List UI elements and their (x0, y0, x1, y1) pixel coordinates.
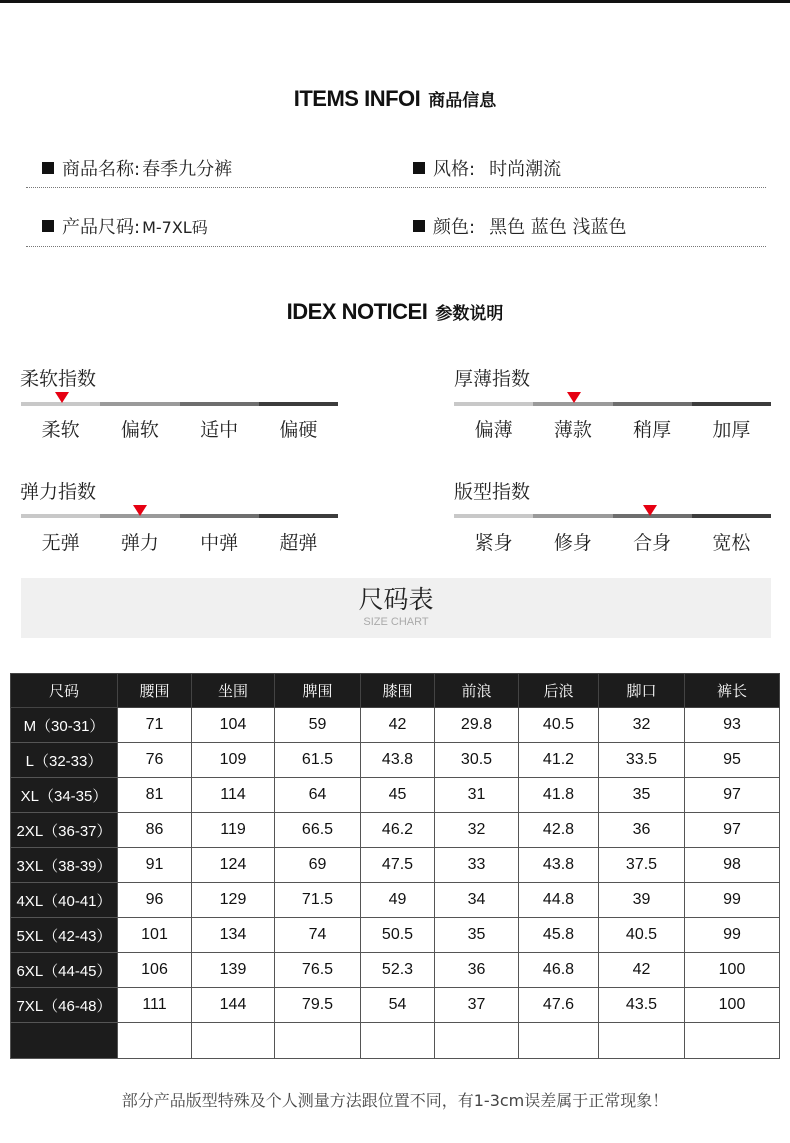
table-cell: 64 (275, 778, 361, 813)
table-cell: 139 (192, 953, 275, 988)
table-cell: 79.5 (275, 988, 361, 1023)
table-row (11, 848, 780, 883)
size-table (10, 673, 780, 1059)
size-chart-title: 尺码表 (358, 585, 434, 614)
table-header-cell: 坐围 (192, 674, 275, 708)
table-cell: 54 (361, 988, 435, 1023)
thickness-index-title: 厚薄指数 (454, 368, 531, 390)
table-cell: 86 (118, 813, 192, 848)
table-cell: 47.6 (519, 988, 599, 1023)
items-info-heading (0, 86, 790, 112)
table-cell: 91 (118, 848, 192, 883)
table-cell: 93 (685, 708, 780, 743)
product-name-value: 春季九分裤 (142, 159, 233, 180)
elasticity-index-title: 弹力指数 (20, 481, 97, 503)
table-row (11, 743, 780, 778)
table-cell: 52.3 (361, 953, 435, 988)
elasticity-level-4: 超弹 (279, 532, 318, 554)
size-label-cell: 3XL（38-39） (11, 848, 118, 883)
table-row-empty (11, 1023, 780, 1059)
table-header-cell: 脾围 (275, 674, 361, 708)
table-cell: 31 (435, 778, 519, 813)
table-cell: 144 (192, 988, 275, 1023)
fit-index-title: 版型指数 (454, 481, 531, 503)
table-cell: 39 (599, 883, 685, 918)
elasticity-level-3: 中弹 (200, 532, 239, 554)
thickness-level-1: 偏薄 (474, 419, 513, 441)
table-cell: 98 (685, 848, 780, 883)
table-cell: 99 (685, 918, 780, 953)
table-header-cell: 腰围 (118, 674, 192, 708)
size-chart-subtitle: SIZE CHART (363, 616, 429, 628)
style-label: 风格: (433, 159, 476, 180)
table-cell: 42 (361, 708, 435, 743)
table-header-cell: 尺码 (11, 674, 118, 708)
fit-index-bar (454, 514, 771, 518)
table-cell: 36 (599, 813, 685, 848)
table-cell (118, 1023, 192, 1059)
elasticity-index-labels (21, 528, 338, 555)
table-cell: 35 (599, 778, 685, 813)
thickness-marker-icon (567, 392, 581, 403)
table-cell: 109 (192, 743, 275, 778)
size-label-cell: 4XL（40-41） (11, 883, 118, 918)
table-cell: 95 (685, 743, 780, 778)
table-cell: 30.5 (435, 743, 519, 778)
table-cell: 46.8 (519, 953, 599, 988)
info-product-name (42, 158, 232, 182)
thickness-index-bar (454, 402, 771, 406)
table-cell (519, 1023, 599, 1059)
bullet-square-icon (42, 162, 54, 174)
table-row (11, 813, 780, 848)
table-cell: 45 (361, 778, 435, 813)
table-cell: 50.5 (361, 918, 435, 953)
table-header-cell: 膝围 (361, 674, 435, 708)
table-cell (192, 1023, 275, 1059)
dotted-divider (26, 246, 766, 247)
softness-index-labels (21, 415, 338, 442)
softness-level-1: 柔软 (41, 419, 80, 441)
table-cell: 96 (118, 883, 192, 918)
table-cell (361, 1023, 435, 1059)
table-row (11, 708, 780, 743)
fit-index-labels (454, 528, 771, 555)
size-label-cell (11, 1023, 118, 1059)
table-cell: 32 (599, 708, 685, 743)
table-row (11, 988, 780, 1023)
table-row (11, 953, 780, 988)
table-cell: 61.5 (275, 743, 361, 778)
table-cell: 40.5 (519, 708, 599, 743)
dotted-divider (26, 187, 766, 188)
table-cell: 100 (685, 988, 780, 1023)
table-cell: 104 (192, 708, 275, 743)
table-header-cell: 前浪 (435, 674, 519, 708)
index-notice-heading-zh: 参数说明 (435, 304, 504, 324)
thickness-level-4: 加厚 (712, 419, 751, 441)
thickness-level-3: 稍厚 (633, 419, 672, 441)
table-cell (685, 1023, 780, 1059)
table-cell: 99 (685, 883, 780, 918)
size-label-cell: 6XL（44-45） (11, 953, 118, 988)
top-divider (0, 0, 790, 3)
fit-marker-icon (643, 505, 657, 516)
footer-note: 部分产品版型特殊及个人测量方法跟位置不同，有1-3cm误差属于正常现象！ (121, 1091, 669, 1110)
table-cell: 71.5 (275, 883, 361, 918)
elasticity-level-2: 弹力 (120, 532, 159, 554)
items-info-heading-zh: 商品信息 (428, 91, 497, 111)
table-cell: 76 (118, 743, 192, 778)
table-cell: 81 (118, 778, 192, 813)
table-cell: 69 (275, 848, 361, 883)
table-cell: 114 (192, 778, 275, 813)
bullet-square-icon (42, 220, 54, 232)
thickness-index-labels (454, 415, 771, 442)
table-cell: 34 (435, 883, 519, 918)
size-label-cell: 5XL（42-43） (11, 918, 118, 953)
items-info-heading-en: ITEMS INFOI (293, 86, 421, 111)
table-cell: 41.8 (519, 778, 599, 813)
size-value: M-7XL码 (142, 218, 208, 237)
size-table-body (11, 708, 780, 1059)
table-cell: 43.8 (519, 848, 599, 883)
table-cell: 32 (435, 813, 519, 848)
table-cell: 29.8 (435, 708, 519, 743)
table-cell: 71 (118, 708, 192, 743)
table-cell: 119 (192, 813, 275, 848)
table-cell: 43.5 (599, 988, 685, 1023)
table-cell (599, 1023, 685, 1059)
table-cell: 42 (599, 953, 685, 988)
table-cell: 43.8 (361, 743, 435, 778)
index-notice-heading (0, 299, 790, 325)
table-cell: 35 (435, 918, 519, 953)
product-name-label: 商品名称: (62, 159, 141, 180)
color-value: 黑色 蓝色 浅蓝色 (489, 217, 627, 238)
size-label-cell: 7XL（46-48） (11, 988, 118, 1023)
fit-level-3: 合身 (633, 532, 672, 554)
size-label: 产品尺码: (62, 217, 141, 238)
table-cell: 42.8 (519, 813, 599, 848)
table-cell: 100 (685, 953, 780, 988)
elasticity-marker-icon (133, 505, 147, 516)
table-cell: 41.2 (519, 743, 599, 778)
table-cell (275, 1023, 361, 1059)
table-cell: 33 (435, 848, 519, 883)
table-cell: 134 (192, 918, 275, 953)
table-cell: 76.5 (275, 953, 361, 988)
table-cell: 44.8 (519, 883, 599, 918)
table-row (11, 778, 780, 813)
elasticity-level-1: 无弹 (41, 532, 80, 554)
table-row (11, 918, 780, 953)
table-header-cell: 裤长 (685, 674, 780, 708)
table-cell: 49 (361, 883, 435, 918)
softness-level-3: 适中 (200, 419, 239, 441)
fit-level-2: 修身 (553, 532, 592, 554)
table-cell: 40.5 (599, 918, 685, 953)
table-cell: 36 (435, 953, 519, 988)
table-cell: 45.8 (519, 918, 599, 953)
table-header-row (11, 674, 780, 708)
table-cell: 97 (685, 778, 780, 813)
table-row (11, 883, 780, 918)
fit-level-4: 宽松 (712, 532, 751, 554)
bullet-square-icon (413, 162, 425, 174)
softness-marker-icon (55, 392, 69, 403)
table-cell: 74 (275, 918, 361, 953)
size-label-cell: L（32-33） (11, 743, 118, 778)
table-cell: 97 (685, 813, 780, 848)
table-cell: 129 (192, 883, 275, 918)
size-chart-banner (21, 578, 771, 638)
table-cell: 111 (118, 988, 192, 1023)
table-header-cell: 后浪 (519, 674, 599, 708)
style-value: 时尚潮流 (489, 159, 562, 180)
softness-level-2: 偏软 (120, 419, 159, 441)
table-cell: 59 (275, 708, 361, 743)
table-header-cell: 脚口 (599, 674, 685, 708)
info-color (413, 216, 627, 240)
softness-index-title: 柔软指数 (20, 368, 97, 390)
table-cell: 106 (118, 953, 192, 988)
thickness-level-2: 薄款 (553, 419, 592, 441)
fit-level-1: 紧身 (474, 532, 513, 554)
size-label-cell: 2XL（36-37） (11, 813, 118, 848)
color-label: 颜色: (433, 217, 476, 238)
size-label-cell: XL（34-35） (11, 778, 118, 813)
table-cell: 37.5 (599, 848, 685, 883)
table-cell: 37 (435, 988, 519, 1023)
bullet-square-icon (413, 220, 425, 232)
table-cell: 101 (118, 918, 192, 953)
table-cell (435, 1023, 519, 1059)
size-label-cell: M（30-31） (11, 708, 118, 743)
table-cell: 124 (192, 848, 275, 883)
info-size (42, 216, 208, 240)
table-cell: 66.5 (275, 813, 361, 848)
elasticity-index-bar (21, 514, 338, 518)
table-cell: 33.5 (599, 743, 685, 778)
table-cell: 47.5 (361, 848, 435, 883)
info-style (413, 158, 561, 182)
softness-level-4: 偏硬 (279, 419, 318, 441)
index-notice-heading-en: IDEX NOTICEI (286, 299, 428, 324)
table-cell: 46.2 (361, 813, 435, 848)
